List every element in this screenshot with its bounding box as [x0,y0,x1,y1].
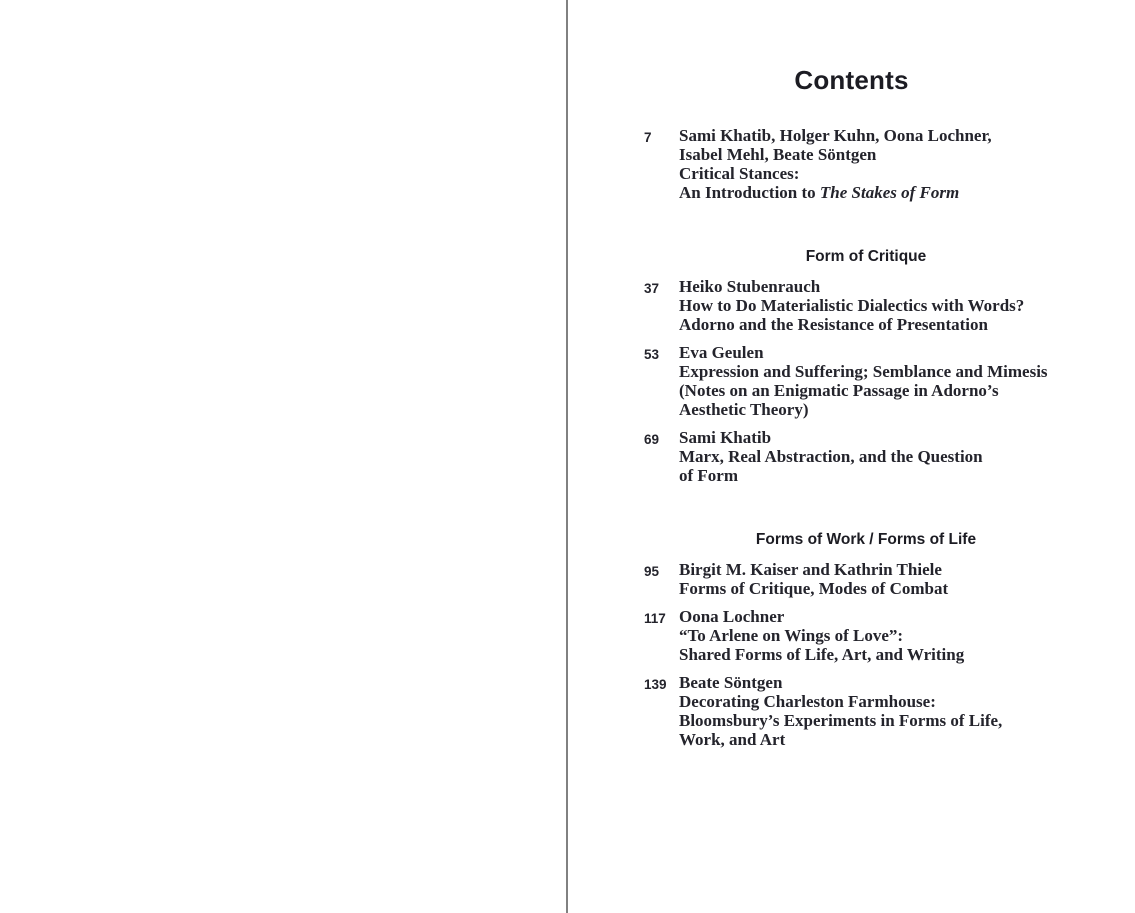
entry-text-line: (Notes on an Enigmatic Passage in Adorno’s [679,381,999,400]
entry-text-line: Forms of Critique, Modes of Combat [679,579,949,598]
entry-text-line: Heiko Stubenrauch [679,277,821,296]
entry-text [679,428,1135,485]
entry-text-line: Isabel Mehl, Beate Söntgen [679,145,877,164]
entry-text [679,343,1135,419]
entry-text-line: Shared Forms of Life, Art, and Writing [679,645,965,664]
entry-text-line: Beate Söntgen [679,673,783,692]
entry-page-number: 139 [644,677,667,692]
entry-text [679,277,1135,334]
entry-text-line: Marx, Real Abstraction, and the Question [679,447,983,466]
contents-page [568,0,1135,913]
entry-text [679,126,1135,202]
entry-page-number: 7 [644,130,652,145]
entry-page-number: 95 [644,564,660,579]
toc-list [568,126,1135,749]
page-title: Contents [794,65,909,95]
entry-text-line: Oona Lochner [679,607,785,626]
toc-entry [568,673,1135,749]
entry-text [679,607,1135,664]
entry-page-number: 53 [644,347,660,362]
section-heading: Forms of Work / Forms of Life [755,531,977,548]
entry-text-line: Expression and Suffering; Semblance and Mimesis [679,362,1048,381]
entry-text-line: Sami Khatib [679,428,772,447]
entry-text [679,673,1135,749]
entry-text-line: Bloomsbury’s Experiments in Forms of Life, [679,711,1003,730]
entry-text-line: Work, and Art [679,730,786,749]
toc-entry [568,343,1135,419]
entry-text-line: Aesthetic Theory) [679,400,809,419]
entry-text-line: Sami Khatib, Holger Kuhn, Oona Lochner, [679,126,992,145]
toc-entry [568,277,1135,334]
entry-text-line: “To Arlene on Wings of Love”: [679,626,904,645]
entry-text-line: Birgit M. Kaiser and Kathrin Thiele [679,560,942,579]
entry-text-line: of Form [679,466,739,485]
entry-text-line: Decorating Charleston Farmhouse: [679,692,936,711]
toc-entry [568,560,1135,598]
entry-text-line: An Introduction to The Stakes of Form [679,183,960,202]
entry-page-number: 69 [644,432,660,447]
entry-text-line: Critical Stances: [679,164,800,183]
left-page-blank [0,0,566,913]
entry-text [679,560,1135,598]
entry-page-number: 37 [644,281,660,296]
toc-entry [568,428,1135,485]
entry-text-line: Adorno and the Resistance of Presentation [679,315,988,334]
entry-text-line: Eva Geulen [679,343,764,362]
entry-page-number: 117 [644,611,666,626]
toc-entry [568,126,1135,202]
toc-entry [568,607,1135,664]
entry-text-line: How to Do Materialistic Dialectics with Words? [679,296,1025,315]
section-heading: Form of Critique [805,248,927,265]
